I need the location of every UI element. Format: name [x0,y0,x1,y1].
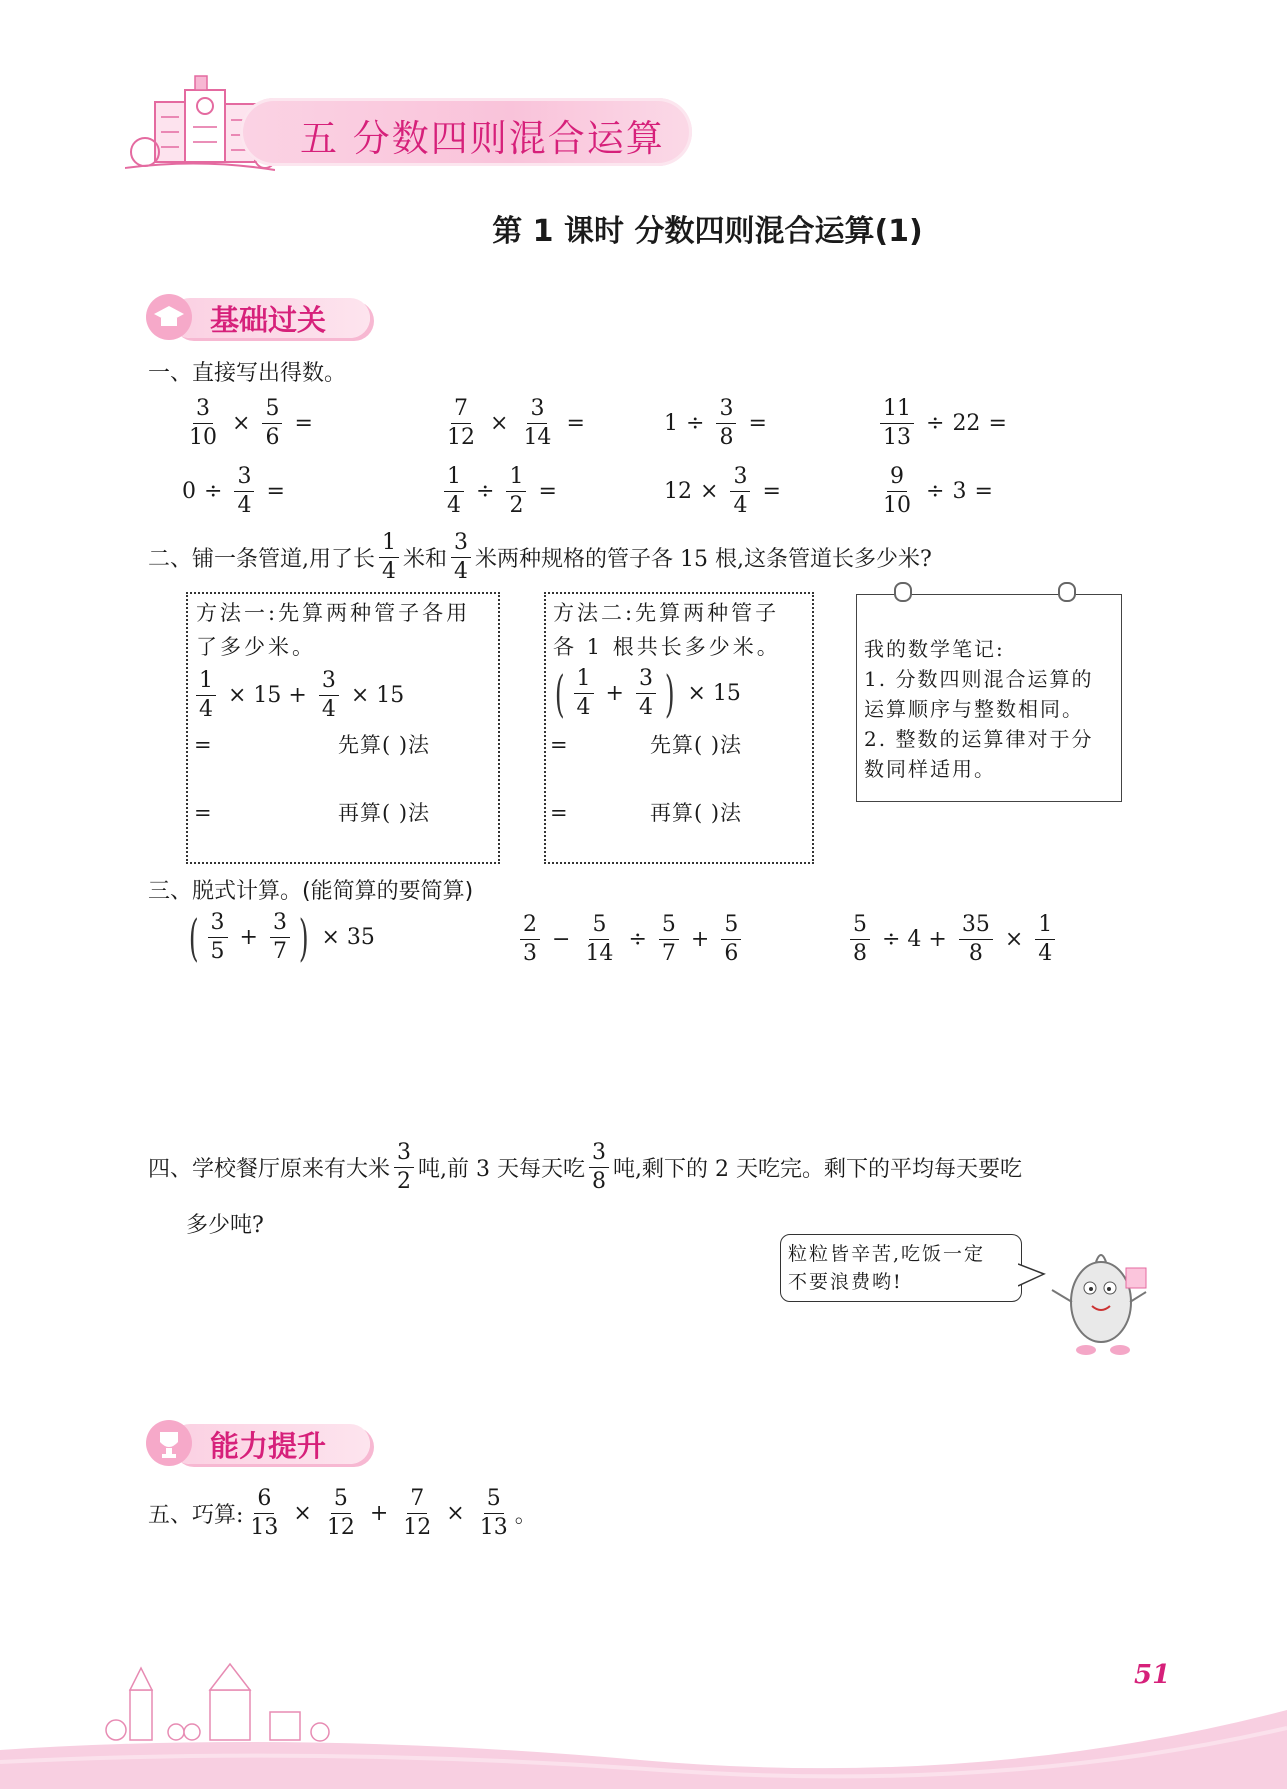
method-2-expression: ( $\frac{1}{4}$ + $\frac{3}{4}$ ) × 15 [554,664,741,723]
fraction: $\frac{3}{8}$ [589,1142,609,1193]
fraction: $\frac{3}{2}$ [394,1142,414,1193]
fraction: $\frac{1}{4}$ [1035,914,1055,965]
bean-mascot-icon [1046,1230,1156,1360]
fraction: $\frac{3}{4}$ [451,532,471,583]
note-line2: 运算顺序与整数相同。 [864,697,1084,721]
method-2-eq2: = [550,801,571,825]
fraction: $\frac{5}{12}$ [326,1486,355,1540]
fraction: $\frac{5}{8}$ [850,914,870,965]
method-1-eq1: = [194,733,215,757]
fraction: $\frac{3}{4}$ [319,670,339,721]
q3-expression-1: ( $\frac{3}{5}$ + $\frac{3}{7}$ ) × 35 [188,908,375,967]
fraction: $\frac{11}{13}$ [880,398,914,449]
method-1-eq2: = [194,801,215,825]
footer-town-icon [100,1650,360,1760]
q1-item-7: 12 × $\frac{3}{4}$ = [664,464,781,518]
section-label-advanced: 能力提升 [210,1429,327,1463]
page-number: 51 [1134,1660,1171,1690]
trophy-icon [146,1420,192,1466]
fraction: $\frac{1}{4}$ [574,668,594,719]
ring-icon [894,582,912,602]
speech-tail-icon [1018,1262,1048,1292]
fraction: $\frac{3}{8}$ [716,398,736,449]
question-5-text: 五、巧算: $\frac{6}{13}$ × $\frac{5}{12}$ + $\frac{7}{12}$ × $\frac{5}{13}$ 。 [148,1486,537,1540]
q3-expression-3: $\frac{5}{8}$ ÷ 4 + $\frac{35}{8}$ × $\frac{1}{4}$ [846,914,1059,965]
q1-item-8: $\frac{9}{10}$ ÷ 3 = [876,466,1001,517]
section-label-basic: 基础过关 [210,303,327,337]
fraction: $\frac{1}{4}$ [444,466,464,517]
fraction: $\frac{3}{5}$ [208,912,228,963]
fraction: $\frac{6}{13}$ [250,1486,279,1540]
q1-item-6: $\frac{1}{4}$ ÷ $\frac{1}{2}$ = [440,466,565,517]
fraction: $\frac{5}{6}$ [721,914,741,965]
fraction: $\frac{5}{7}$ [659,914,679,965]
method-1-step1: 先算( )法 [338,733,431,757]
method-2-step2: 再算( )法 [650,801,743,825]
fraction: $\frac{7}{12}$ [447,396,475,450]
method-2-line1: 方法二:先算两种管子 [553,601,780,625]
question-4-line2: 多少吨? [186,1213,264,1238]
graduation-cap-icon [146,294,192,340]
method-2-step1: 先算( )法 [650,733,743,757]
note-line3: 2. 整数的运算律对于分 [864,727,1094,751]
fraction: $\frac{3}{4}$ [234,466,254,517]
fraction: $\frac{3}{4}$ [636,668,656,719]
fraction: $\frac{2}{3}$ [520,914,540,965]
fraction: $\frac{1}{2}$ [506,466,526,517]
speech-text [788,1240,985,1296]
q1-item-2: $\frac{7}{12}$ × $\frac{3}{14}$ = [440,398,593,449]
fraction: $\frac{3}{10}$ [189,396,217,450]
question-3-heading: 三、脱式计算。(能简算的要简算) [148,879,474,904]
question-2-text: 二、铺一条管道,用了长 $\frac{1}{4}$ 米和 $\frac{3}{4}$ 米两种规格的管子各 15 根,这条管道长多少米? [148,530,932,584]
fraction: $\frac{1}{4}$ [379,532,399,583]
method-1-line1: 方法一:先算两种管子各用 [196,601,471,625]
question-1-heading: 一、直接写出得数。 [148,361,347,386]
fraction: $\frac{35}{8}$ [959,914,993,965]
q1-item-3: 1 ÷ $\frac{3}{8}$ = [664,396,767,450]
note-line1: 1. 分数四则混合运算的 [864,667,1094,691]
speech-line1: 粒粒皆辛苦,吃饭一定 [788,1243,986,1265]
fraction: $\frac{9}{10}$ [883,464,911,518]
speech-line2: 不要浪费哟! [788,1271,903,1293]
method-1-step2: 再算( )法 [338,801,431,825]
fraction: $\frac{7}{12}$ [403,1486,432,1540]
ring-icon [1058,582,1076,602]
method-2-eq1: = [550,733,571,757]
chapter-title: 五 分数四则混合运算 [300,117,665,160]
fraction: $\frac{1}{4}$ [196,670,216,721]
fraction: $\frac{3}{14}$ [523,396,552,450]
q1-item-4: $\frac{11}{13}$ ÷ 22 = [876,398,1015,449]
note-line4: 数同样适用。 [864,757,996,781]
fraction: $\frac{5}{13}$ [479,1486,508,1540]
fraction: $\frac{3}{7}$ [270,912,290,963]
fraction: $\frac{5}{6}$ [262,398,282,449]
method-1-line2: 了多少米。 [196,635,316,659]
fraction: $\frac{5}{14}$ [585,912,614,966]
question-4-text: 四、学校餐厅原来有大米 $\frac{3}{2}$ 吨,前 3 天每天吃 $\frac{3}{8}$ 吨,剩下的 2 天吃完。剩下的平均每天要吃 [148,1140,1022,1194]
note-title: 我的数学笔记: [864,637,1005,661]
q1-item-1: $\frac{3}{10}$ × $\frac{5}{6}$ = [182,398,321,449]
math-note-text [864,634,1093,784]
lesson-title: 第 1 课时 分数四则混合运算(1) [492,214,923,249]
method-2-line2: 各 1 根共长多少米。 [553,635,781,659]
q1-item-5: 0 ÷ $\frac{3}{4}$ = [182,464,285,518]
fraction: $\frac{3}{4}$ [730,466,750,517]
method-1-expression: $\frac{1}{4}$ × 15 + $\frac{3}{4}$ × 15 [192,670,412,721]
q3-expression-2: $\frac{2}{3}$ − $\frac{5}{14}$ ÷ $\frac{5}{7}$ + $\frac{5}{6}$ [516,914,745,965]
